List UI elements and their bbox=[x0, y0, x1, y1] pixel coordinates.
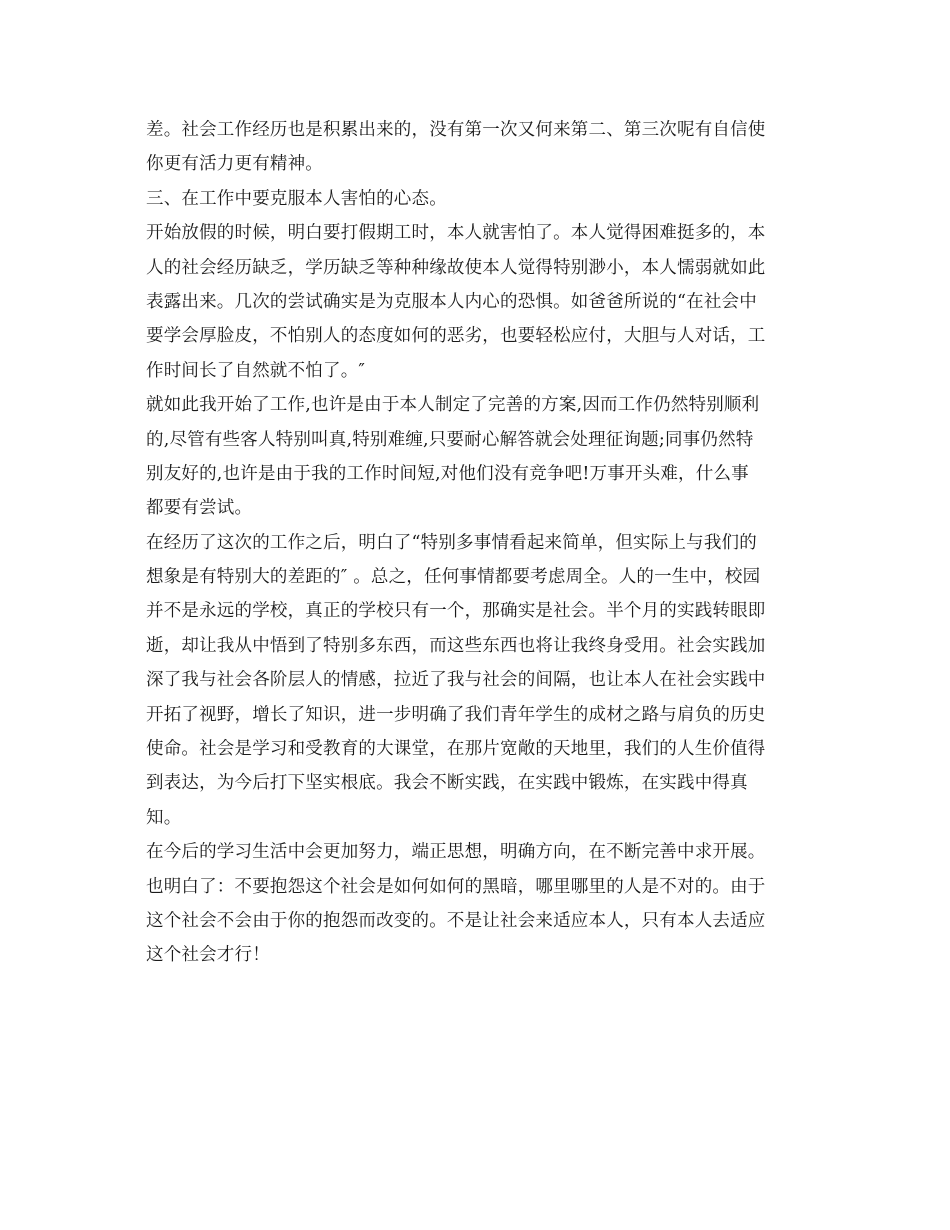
text-line: 使命。社会是学习和受教育的大课堂，在那片宽敞的天地里，我们的人生价值得 bbox=[146, 739, 766, 760]
text-line: 逝，却让我从中悟到了特别多东西，而这些东西也将让我终身受用。社会实践加 bbox=[146, 635, 766, 656]
text-line: 知。 bbox=[146, 807, 182, 828]
document-body bbox=[146, 113, 810, 973]
text-line: 都要有尝试。 bbox=[146, 498, 253, 519]
text-line: 的,尽管有些客人特别叫真,特别难缠,只要耐心解答就会处理征询题;同事仍然特 bbox=[146, 429, 754, 450]
text-line: 这个社会不会由于你的抱怨而改变的。不是让社会来适应本人，只有本人去适应 bbox=[146, 910, 766, 931]
text-line: 深了我与社会各阶层人的情感，拉近了我与社会的间隔，也让本人在社会实践中 bbox=[146, 670, 766, 691]
text-line: 在经历了这次的工作之后，明白了“特别多事情看起来简单，但实际上与我们的 bbox=[146, 532, 757, 553]
text-line: 别友好的,也许是由于我的工作时间短,对他们没有竞争吧!万事开头难，什么事 bbox=[146, 463, 749, 484]
section-heading: 三、在工作中要克服本人害怕的心态。 bbox=[146, 188, 447, 209]
text-line: 人的社会经历缺乏，学历缺乏等种种缘故使本人觉得特别渺小，本人懦弱就如此 bbox=[146, 257, 766, 278]
text-line: 想象是有特别大的差距的″ 。总之，任何事情都要考虑周全。人的一生中，校园 bbox=[146, 567, 761, 588]
text-line: 在今后的学习生活中会更加努力，端正思想，明确方向，在不断完善中求开展。 bbox=[146, 842, 766, 863]
text-line: 就如此我开始了工作,也许是由于本人制定了完善的方案,因而工作仍然特别顺利 bbox=[146, 395, 760, 416]
text-line: 作时间长了自然就不怕了。″ bbox=[146, 360, 366, 381]
text-line: 也明白了：不要抱怨这个社会是如何如何的黑暗，哪里哪里的人是不对的。由于 bbox=[146, 876, 766, 897]
text-line: 开拓了视野，增长了知识，进一步明确了我们青年学生的成材之路与肩负的历史 bbox=[146, 704, 766, 725]
text-line: 表露出来。几次的尝试确实是为克服本人内心的恐惧。如爸爸所说的“在社会中 bbox=[146, 291, 757, 312]
text-line: 到表达，为今后打下坚实根底。我会不断实践，在实践中锻炼，在实践中得真 bbox=[146, 773, 748, 794]
text-line: 你更有活力更有精神。 bbox=[146, 154, 323, 175]
text-line: 开始放假的时候，明白要打假期工时，本人就害怕了。本人觉得困难挺多的，本 bbox=[146, 223, 766, 244]
text-line: 并不是永远的学校，真正的学校只有一个，那确实是社会。半个月的实践转眼即 bbox=[146, 601, 766, 622]
text-line: 要学会厚脸皮，不怕别人的态度如何的恶劣，也要轻松应付，大胆与人对话，工 bbox=[146, 326, 766, 347]
text-line: 差。社会工作经历也是积累出来的，没有第一次又何来第二、第三次呢有自信使 bbox=[146, 120, 766, 140]
text-line: 这个社会才行！ bbox=[146, 945, 270, 966]
